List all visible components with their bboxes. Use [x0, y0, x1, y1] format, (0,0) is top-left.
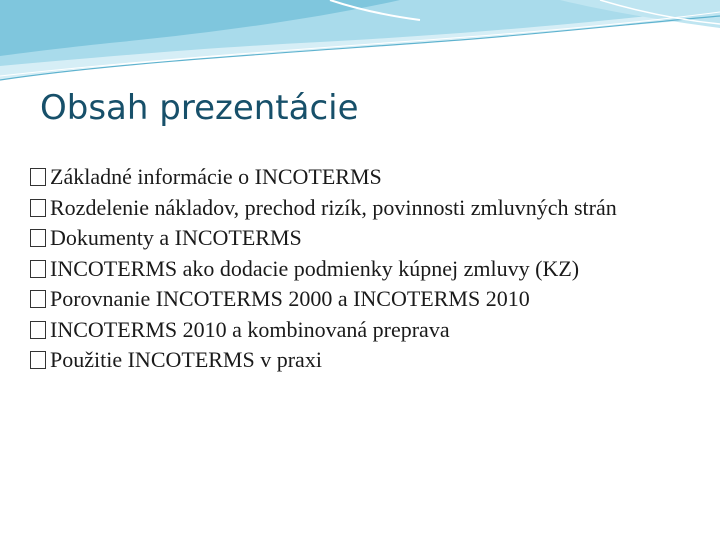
bullet-missing-glyph-icon [30, 199, 46, 217]
list-item [30, 345, 680, 376]
bullet-missing-glyph-icon [30, 351, 46, 369]
list-item [30, 284, 680, 315]
list-item [30, 223, 680, 254]
bullet-missing-glyph-icon [30, 290, 46, 308]
list-item [30, 193, 680, 224]
list-item-text: Základné informácie o INCOTERMS [50, 164, 382, 189]
bullet-missing-glyph-icon [30, 229, 46, 247]
bullet-list [30, 162, 680, 376]
bullet-missing-glyph-icon [30, 260, 46, 278]
top-wave-decoration [0, 0, 720, 90]
list-item [30, 254, 680, 285]
list-item [30, 315, 680, 346]
list-item [30, 162, 680, 193]
slide-title: Obsah prezentácie [40, 88, 359, 128]
list-item-text: INCOTERMS ako dodacie podmienky kúpnej zmluvy (KZ) [50, 255, 580, 281]
list-item-text: Dokumenty a INCOTERMS [50, 225, 302, 250]
list-item-text: Použitie INCOTERMS v praxi [50, 347, 322, 372]
list-item-text: Porovnanie INCOTERMS 2000 a INCOTERMS 2010 [50, 286, 530, 311]
bullet-missing-glyph-icon [30, 168, 46, 186]
list-item-text: INCOTERMS 2010 a kombinovaná preprava [50, 316, 450, 342]
list-item-text: Rozdelenie nákladov, prechod rizík, povinnosti zmluvných strán [50, 194, 617, 220]
bullet-missing-glyph-icon [30, 321, 46, 339]
